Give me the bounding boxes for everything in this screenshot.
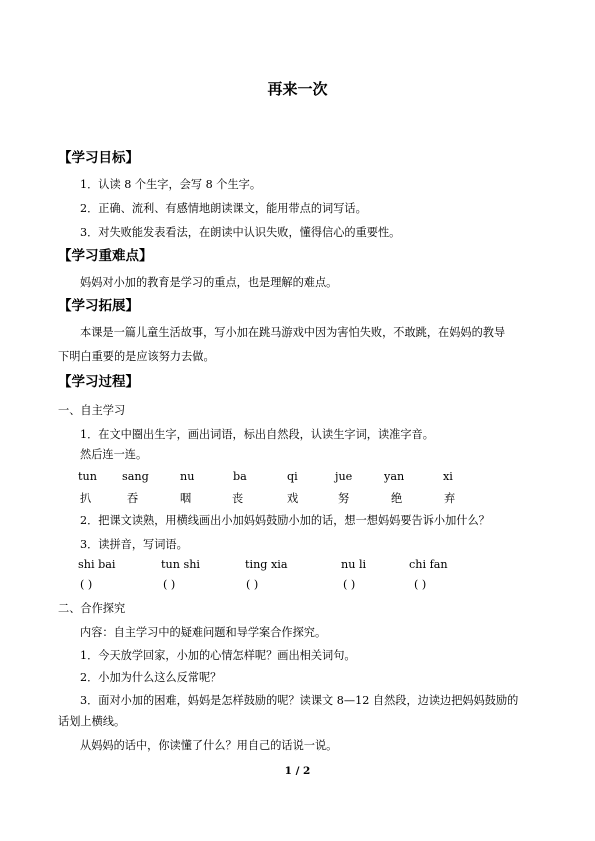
part1-heading: 一、自主学习 (58, 404, 126, 417)
part1-question: 2．把课文读熟，用横线画出小加妈妈鼓励小加的话，想一想妈妈要告诉小加什么？ (80, 514, 490, 527)
process-heading: 【学习过程】 (58, 374, 139, 390)
pinyin-word: tun (78, 470, 97, 483)
write-blank: ( ) (246, 578, 259, 591)
extension-line: 下明白重要的是应该努力去做。 (58, 350, 215, 363)
keypoints-heading: 【学习重难点】 (58, 248, 153, 264)
part2-content: 内容：自主学习中的疑难问题和导学案合作探究。 (80, 626, 327, 639)
char-item: 戏 (287, 492, 299, 505)
write-blank: ( ) (80, 578, 93, 591)
part1-question: 1．在文中圈出生字，画出词语，标出自然段，认读生字词，读准字音。 (80, 428, 434, 441)
pinyin-word: qi (287, 470, 298, 483)
write-pinyin: tun shi (161, 558, 200, 571)
pinyin-row (0, 470, 595, 486)
pinyin-word: ba (233, 470, 247, 483)
goals-heading: 【学习目标】 (58, 150, 139, 166)
part2-question: 1．今天放学回家，小加的心情怎样呢？画出相关词句。 (80, 649, 356, 662)
keypoints-text: 妈妈对小加的教育是学习的重点，也是理解的难点。 (80, 276, 338, 289)
part1-question: 3．读拼音，写词语。 (80, 538, 188, 551)
write-blank: ( ) (163, 578, 176, 591)
goal-item: 3．对失败能发表看法，在朗读中认识失败，懂得信心的重要性。 (80, 226, 401, 239)
part2-question: 3．面对小加的困难，妈妈是怎样鼓励的呢？读课文 8—12 自然段，边读边把妈妈鼓励的 (80, 694, 519, 707)
write-blank: ( ) (414, 578, 427, 591)
part2-question: 2．小加为什么这么反常呢？ (80, 671, 222, 684)
pinyin-word: sang (122, 470, 149, 483)
char-item: 弃 (444, 492, 456, 505)
char-item: 丧 (232, 492, 244, 505)
char-item: 咽 (180, 492, 192, 505)
extension-line: 本课是一篇儿童生活故事，写小加在跳马游戏中因为害怕失败，不敢跳，在妈妈的教导 (80, 326, 506, 339)
write-pinyin: chi fan (409, 558, 448, 571)
char-row (0, 490, 595, 506)
part2-question: 从妈妈的话中，你读懂了什么？用自己的话说一说。 (80, 739, 338, 752)
write-pinyin: ting xia (245, 558, 288, 571)
pinyin-word: jue (335, 470, 353, 483)
pinyin-word: xi (443, 470, 453, 483)
part2-heading: 二、合作探究 (58, 602, 126, 615)
extension-heading: 【学习拓展】 (58, 298, 139, 314)
pinyin-word: yan (384, 470, 405, 483)
write-pinyin-row (0, 558, 595, 574)
write-pinyin: shi bai (78, 558, 116, 571)
connect-instruction: 然后连一连。 (80, 448, 148, 461)
char-item: 绝 (391, 492, 403, 505)
char-item: 努 (338, 492, 350, 505)
page-number: 1 / 2 (284, 765, 311, 777)
page-title: 再来一次 (267, 80, 328, 98)
char-item: 扒 (80, 492, 92, 505)
goal-item: 1．认读 8 个生字，会写 8 个生字。 (80, 178, 262, 191)
pinyin-word: nu (180, 470, 195, 483)
write-blank-row (0, 578, 595, 594)
part2-question: 话划上横线。 (58, 715, 126, 728)
write-blank: ( ) (343, 578, 356, 591)
char-item: 吞 (127, 492, 139, 505)
goal-item: 2．正确、流利、有感情地朗读课文，能用带点的词写话。 (80, 202, 367, 215)
write-pinyin: nu li (341, 558, 367, 571)
